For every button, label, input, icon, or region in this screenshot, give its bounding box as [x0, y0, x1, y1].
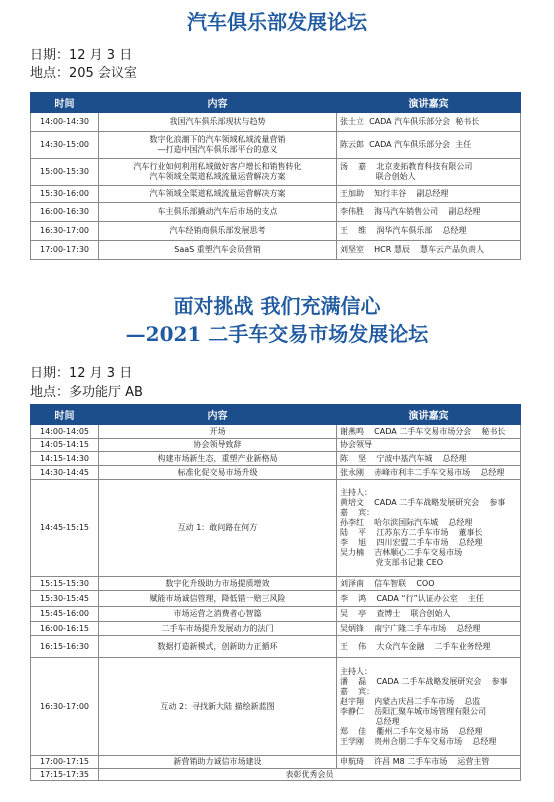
row-time: 15:45-16:00: [31, 607, 99, 622]
table-row: [31, 222, 521, 241]
row-time: 14:00-14:30: [31, 113, 99, 132]
row-content: 新营销助力诚信市场建设: [99, 756, 337, 769]
row-speaker: 陈 坚 宁波中基汽车城 总经理: [337, 452, 521, 466]
table-row: [31, 622, 521, 636]
row-speaker: 谢燕鸣 CADA 二手车交易市场分会 秘书长: [337, 425, 521, 439]
forum2-date: 日期：12 月 3 日: [30, 366, 133, 381]
row-time: 14:45-15:15: [31, 480, 99, 577]
row-time: 17:00-17:30: [31, 241, 99, 260]
forum2-title-line2: —2021 二手车交易市场发展论坛: [125, 322, 429, 346]
row-time: 16:00-16:30: [31, 203, 99, 222]
row-speaker: 协会领导: [337, 439, 521, 452]
forum1-date: 日期：12 月 3 日: [30, 48, 133, 63]
row-speaker: 王 维 润华汽车俱乐部 总经理: [337, 222, 521, 241]
header-speaker: 演讲嘉宾: [337, 405, 521, 425]
table-row: [31, 658, 521, 756]
forum2-location: 地点：多功能厅 AB: [30, 385, 143, 400]
row-content: 构建市场新生态，重塑产业新格局: [99, 452, 337, 466]
row-speaker: 主持人： 黄培文 CADA 二手车战略发展研究会 参事 嘉 宾： 孙李红 哈尔滨国际汽车城 总经理 陆 平 江苏东方二手车市场 董事长 李 旭 四川宏盟二手车市场 总经理 吴力楠 吉林顺心二手车交易市场 党支部书记兼 CEO: [337, 480, 521, 577]
row-content: 标准化促交易市场升级: [99, 466, 337, 480]
row-speaker: 主持人： 潘 磊 CADA 二手车战略发展研究会 参事 嘉 宾： 赵宇翔 内蒙古庆昌二手车市场 总监 李静仁 岳阳汇聚车城市场管理有限公司 总经理 郑 佳 衢州二手车交易市场 总经理 王学刚 贵州合朋二手车交易市场 总经理: [337, 658, 521, 756]
row-time: 14:00-14:05: [31, 425, 99, 439]
row-speaker: 王 伟 大众汽车金融 二手车业务经理: [337, 636, 521, 658]
table-header-row: [31, 405, 521, 425]
row-content: 我国汽车俱乐部现状与趋势: [99, 113, 337, 132]
row-time: 14:30-14:45: [31, 466, 99, 480]
forum2-title-line1: 面对挑战 我们充满信心: [173, 294, 381, 318]
table-row: [31, 607, 521, 622]
row-time: 16:30-17:00: [31, 222, 99, 241]
table-row: [31, 425, 521, 439]
table-row: [31, 186, 521, 203]
header-time: 时间: [31, 405, 99, 425]
row-content: SaaS 重塑汽车会员营销: [99, 241, 337, 260]
row-speaker: 刘坚室 HCR 慧辰 慧车云产品负责人: [337, 241, 521, 260]
row-speaker: 申航琦 许昌 M8 二手车市场 运营主管: [337, 756, 521, 769]
row-content: 协会领导致辞: [99, 439, 337, 452]
row-content: 数据打造新模式，创新助力正循环: [99, 636, 337, 658]
table-row: [31, 452, 521, 466]
table-row: [31, 756, 521, 769]
table-row: [31, 636, 521, 658]
row-time: 15:30-16:00: [31, 186, 99, 203]
row-content: 二手车市场提升发展动力的法门: [99, 622, 337, 636]
row-speaker: 李伟胜 海马汽车销售公司 副总经理: [337, 203, 521, 222]
row-time: 17:00-17:15: [31, 756, 99, 769]
table-row: [31, 113, 521, 132]
table-row: [31, 577, 521, 591]
forum2-schedule-table: [30, 404, 521, 781]
row-content: 开场: [99, 425, 337, 439]
table-row: [31, 769, 521, 781]
row-speaker: 吴炳锋 南宁广隆二手车市场 总经理: [337, 622, 521, 636]
table-row: [31, 159, 521, 186]
forum1-location: 地点：205 会议室: [30, 66, 137, 81]
row-content: 汽车领域全渠道私域流量运营解决方案: [99, 186, 337, 203]
row-content: 车主俱乐部撬动汽车后市场的支点: [99, 203, 337, 222]
row-time: 17:15-17:35: [31, 769, 99, 781]
header-time: 时间: [31, 93, 99, 113]
row-content: 表彰优秀会员: [99, 769, 521, 781]
table-header-row: [31, 93, 521, 113]
row-speaker: 李 鸿 CADA “行”认证办公室 主任: [337, 591, 521, 607]
row-speaker: 刘泽南 信车智联 COO: [337, 577, 521, 591]
row-time: 14:15-14:30: [31, 452, 99, 466]
row-time: 14:30-15:00: [31, 132, 99, 159]
header-content: 内容: [99, 93, 337, 113]
table-row: [31, 241, 521, 260]
row-speaker: 张士立 CADA 汽车俱乐部分会 秘书长: [337, 113, 521, 132]
forum1-title: 汽车俱乐部发展论坛: [187, 10, 367, 34]
row-time: 16:15-16:30: [31, 636, 99, 658]
row-content: 数字化浪潮下的汽车领域私域流量营销 —打造中国汽车俱乐部平台的意义: [99, 132, 337, 159]
row-speaker: 吴 亭 查博士 联合创始人: [337, 607, 521, 622]
row-time: 15:15-15:30: [31, 577, 99, 591]
table-row: [31, 466, 521, 480]
row-content: 互动 1：敢问路在何方: [99, 480, 337, 577]
row-content: 赋能市场诚信管理，降低错一赔三风险: [99, 591, 337, 607]
table-row: [31, 591, 521, 607]
row-content: 汽车行业如何利用私域做好客户增长和销售转化 汽车领域全渠道私域流量运营解决方案: [99, 159, 337, 186]
table-row: [31, 439, 521, 452]
row-content: 汽车经销商俱乐部发展思考: [99, 222, 337, 241]
row-content: 数字化升级助力市场提质增效: [99, 577, 337, 591]
row-time: 15:30-15:45: [31, 591, 99, 607]
row-time: 14:05-14:15: [31, 439, 99, 452]
table-row: [31, 132, 521, 159]
header-speaker: 演讲嘉宾: [337, 93, 521, 113]
table-row: [31, 480, 521, 577]
row-content: 互动 2：寻找新大陆 描绘新蓝图: [99, 658, 337, 756]
row-speaker: 王加助 知行丰谷 副总经理: [337, 186, 521, 203]
row-time: 16:00-16:15: [31, 622, 99, 636]
row-speaker: 汤 嘉 北京麦拓教育科技有限公司 联合创始人: [337, 159, 521, 186]
table-row: [31, 203, 521, 222]
row-time: 15:00-15:30: [31, 159, 99, 186]
row-speaker: 张永刚 赤峰市利丰二手车交易市场 总经理: [337, 466, 521, 480]
row-speaker: 陈云郎 CADA 汽车俱乐部分会 主任: [337, 132, 521, 159]
row-content: 市场运营之消费者心智篇: [99, 607, 337, 622]
header-content: 内容: [99, 405, 337, 425]
forum1-schedule-table: [30, 92, 521, 260]
row-time: 16:30-17:00: [31, 658, 99, 756]
